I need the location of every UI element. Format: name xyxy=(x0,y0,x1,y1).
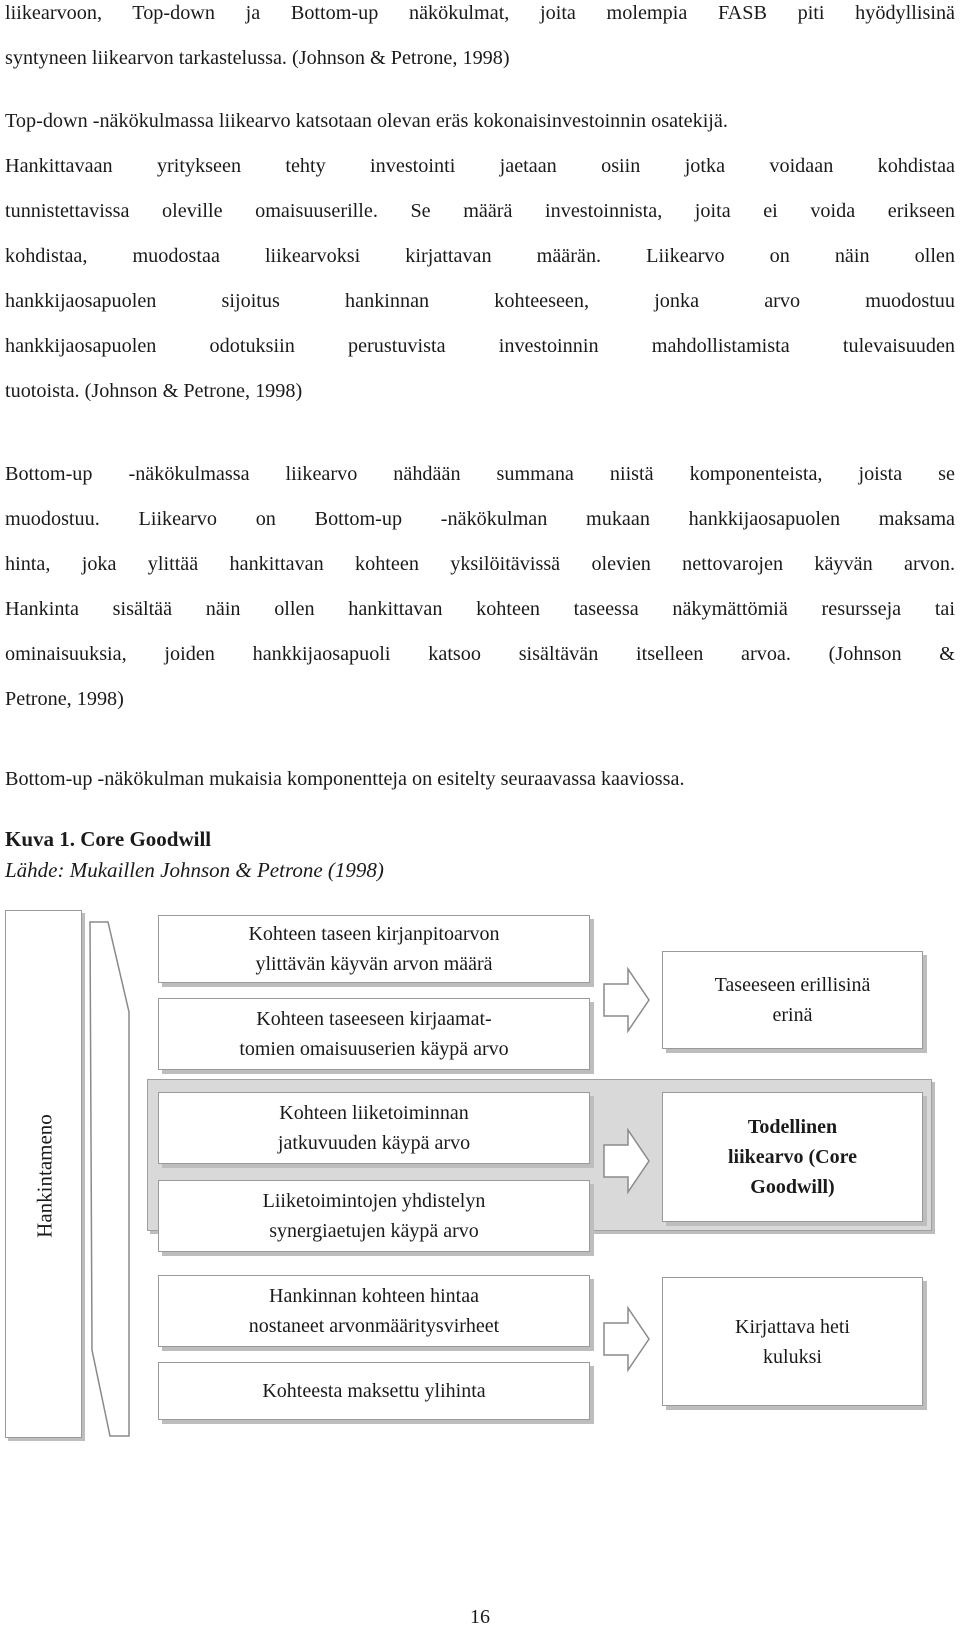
outcome-box-expense xyxy=(662,1277,923,1406)
component-box xyxy=(158,1362,590,1420)
text-line: syntyneen liikearvon tarkastelussa. (Johnson & Petrone, 1998) xyxy=(5,47,510,69)
acquisition-cost-label: Hankintameno xyxy=(32,1114,57,1238)
text-line: hankkijaosapuolen sijoitus hankinnan kohteeseen, jonka arvo muodostuu xyxy=(5,290,955,312)
text-line: Petrone, 1998) xyxy=(5,688,124,710)
outcome-line: Taseeseen erillisinä xyxy=(714,974,871,996)
figure-title: Kuva 1. Core Goodwill xyxy=(5,827,212,851)
component-line: jatkuvuuden käypä arvo xyxy=(277,1132,471,1154)
outcome-line: Todellinen xyxy=(747,1116,838,1138)
text-line: Bottom-up -näkökulmassa liikearvo nähdään summana niistä komponenteista, joista se xyxy=(5,463,955,485)
component-line: Kohteen liiketoiminnan xyxy=(279,1102,469,1124)
text-line: kohdistaa, muodostaa liikearvoksi kirjattavan määrän. Liikearvo on näin ollen xyxy=(5,245,955,267)
figure-source: Lähde: Mukaillen Johnson & Petrone (1998) xyxy=(5,858,384,882)
outcome-line: liikearvo (Core xyxy=(727,1146,858,1168)
outcome-line: Kirjattava heti xyxy=(735,1315,850,1338)
text-line: ominaisuuksia, joiden hankkijaosapuoli katsoo sisältävän itselleen arvoa. (Johnson & xyxy=(5,643,955,665)
component-box xyxy=(158,1092,590,1164)
text-line: hinta, joka ylittää hankittavan kohteen yksilöitävissä olevien nettovarojen käyvän arvon. xyxy=(5,553,955,575)
text-line: Bottom-up -näkökulman mukaisia komponentteja on esitelty seuraavassa kaaviossa. xyxy=(5,768,685,790)
component-line: tomien omaisuuserien käypä arvo xyxy=(239,1038,509,1060)
text-line: tunnistettavissa oleville omaisuuserille. Se määrä investoinnista, joita ei voida erikseen xyxy=(5,200,955,222)
text-line: Top-down -näkökulmassa liikearvo katsotaan olevan eräs kokonaisinvestoinnin osatekijä. xyxy=(5,110,728,132)
text-line: Hankittavaan yritykseen tehty investointi jaetaan osiin jotka voidaan kohdistaa xyxy=(5,155,955,177)
text-line: muodostuu. Liikearvo on Bottom-up -näkökulman mukaan hankkijaosapuolen maksama xyxy=(5,508,955,530)
component-line: nostaneet arvonmääritysvirheet xyxy=(248,1315,500,1337)
component-line: Hankinnan kohteen hintaa xyxy=(269,1285,479,1307)
arrow-right-icon xyxy=(604,1130,649,1192)
component-line: synergiaetujen käypä arvo xyxy=(269,1220,479,1242)
arrow-right-icon xyxy=(604,1308,649,1370)
outcome-line: kuluksi xyxy=(763,1345,822,1368)
component-box xyxy=(158,998,590,1070)
bracket-arrow xyxy=(90,922,129,1436)
text-line: tuotoista. (Johnson & Petrone, 1998) xyxy=(5,380,303,402)
text-line: liikearvoon, Top-down ja Bottom-up näkökulmat, joita molempia FASB piti hyödyllisinä xyxy=(5,2,955,24)
component-box xyxy=(158,1180,590,1252)
component-box xyxy=(158,915,590,983)
component-line: Kohteen taseen kirjanpitoarvon xyxy=(248,923,500,945)
arrow-right-icon xyxy=(604,969,649,1031)
outcome-box-core-goodwill xyxy=(662,1092,923,1222)
component-line: Kohteesta maksettu ylihinta xyxy=(262,1380,486,1402)
outcome-box-balance-sheet xyxy=(662,951,923,1049)
component-line: ylittävän käyvän arvon määrä xyxy=(255,953,493,975)
outcome-line: Goodwill) xyxy=(750,1176,835,1198)
text-line: hankkijaosapuolen odotuksiin perustuvista investoinnin mahdollistamista tulevaisuuden xyxy=(5,335,955,357)
component-line: Liiketoimintojen yhdistelyn xyxy=(262,1190,486,1212)
text-line: Hankinta sisältää näin ollen hankittavan kohteen taseessa näkymättömiä resursseja tai xyxy=(5,598,955,620)
page-number: 16 xyxy=(470,1606,490,1628)
component-box xyxy=(158,1275,590,1347)
component-line: Kohteen taseeseen kirjaamat- xyxy=(256,1008,492,1030)
outcome-line: erinä xyxy=(772,1004,813,1026)
